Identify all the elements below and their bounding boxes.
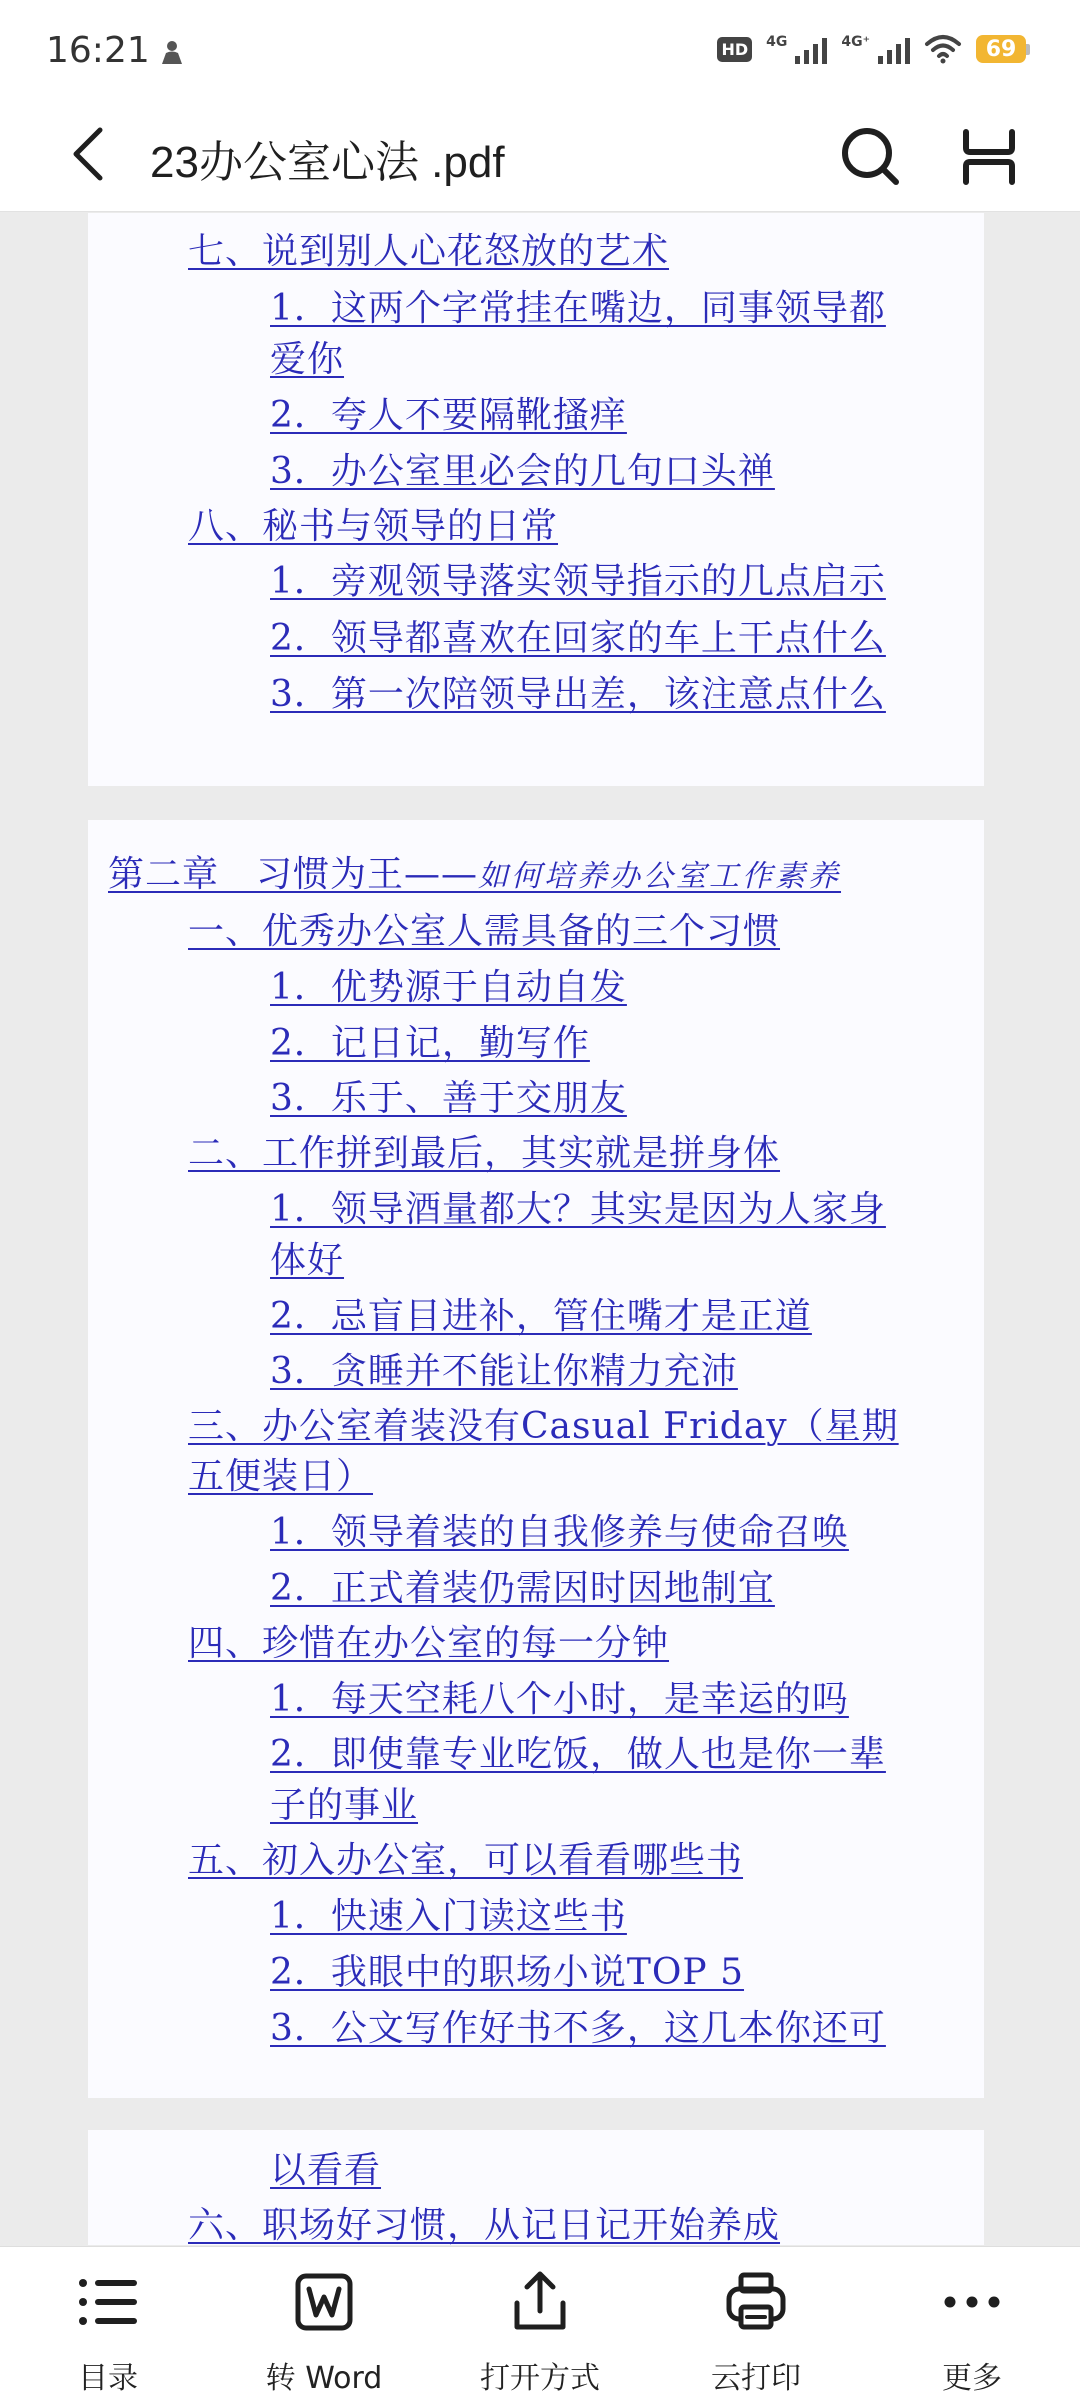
toc-entry[interactable]: 3．办公室里必会的几句口头禅 <box>270 451 775 492</box>
toc-entry[interactable]: 体好 <box>270 1240 345 1281</box>
toc-button[interactable] <box>0 2247 216 2400</box>
toc-entry[interactable]: 2．即使靠专业吃饭，做人也是你一辈 <box>270 1734 886 1775</box>
print-icon <box>721 2267 791 2337</box>
toc-entry[interactable]: 2．忌盲目进补，管住嘴才是正道 <box>270 1296 812 1337</box>
toc-entry[interactable]: 八、秘书与领导的日常 <box>188 506 559 547</box>
toc-entry[interactable]: 五、初入办公室，可以看看哪些书 <box>188 1840 744 1881</box>
toc-button-label: 目录 <box>78 2361 138 2396</box>
status-bar <box>0 0 1080 100</box>
toc-entry[interactable]: 爱你 <box>270 339 345 380</box>
toc-entry[interactable]: 1．快速入门读这些书 <box>270 1896 627 1937</box>
toc-entry[interactable]: 二、工作拼到最后，其实就是拼身体 <box>188 1133 781 1174</box>
toc-entry[interactable]: 2．记日记，勤写作 <box>270 1023 590 1064</box>
signal-icon <box>795 34 827 64</box>
toc-entry[interactable]: 1．领导酒量都大？其实是因为人家身 <box>270 1189 886 1230</box>
share-icon <box>505 2267 575 2337</box>
pdf-page <box>88 2130 984 2245</box>
back-arrow-icon[interactable] <box>62 124 122 184</box>
chapter-title: 第二章 习惯为王—— <box>108 854 479 895</box>
pdf-viewer[interactable] <box>0 213 1080 2245</box>
person-icon <box>158 38 186 66</box>
open-with-button[interactable] <box>432 2247 648 2400</box>
toc-entry[interactable]: 一、优秀办公室人需具备的三个习惯 <box>188 911 781 952</box>
pdf-page <box>88 213 984 786</box>
hd-badge: HD <box>717 37 752 62</box>
toc-entry[interactable]: 3．乐于、善于交朋友 <box>270 1078 627 1119</box>
toc-entry[interactable]: 3．贪睡并不能让你精力充沛 <box>270 1351 738 1392</box>
word-convert-icon <box>289 2267 359 2337</box>
toc-entry[interactable]: 四、珍惜在办公室的每一分钟 <box>188 1623 670 1664</box>
toc-entry[interactable]: 七、说到别人心花怒放的艺术 <box>188 231 670 272</box>
convert-word-label: 转 Word <box>265 2361 383 2396</box>
toc-entry[interactable]: 以看看 <box>270 2150 382 2191</box>
open-with-label: 打开方式 <box>480 2361 600 2396</box>
battery-level: 69 <box>976 35 1026 63</box>
more-button[interactable] <box>864 2247 1080 2400</box>
bottom-toolbar <box>0 2246 1080 2400</box>
chapter-heading[interactable] <box>108 846 841 897</box>
toc-entry[interactable]: 三、办公室着装没有Casual Friday（星期 <box>188 1406 899 1447</box>
toc-entry[interactable]: 2．夸人不要隔靴搔痒 <box>270 395 627 436</box>
list-icon <box>73 2267 143 2337</box>
pdf-page <box>88 820 984 2098</box>
toc-entry[interactable]: 1．旁观领导落实领导指示的几点启示 <box>270 561 886 602</box>
toc-entry[interactable]: 子的事业 <box>270 1785 419 1826</box>
toc-entry[interactable]: 五便装日） <box>188 1456 374 1497</box>
network-label-2: 4G⁺ <box>841 34 870 50</box>
battery-icon <box>976 35 1030 63</box>
cloud-print-label: 云打印 <box>711 2361 801 2396</box>
network-label-1: 4G <box>766 34 788 50</box>
toc-entry[interactable]: 2．正式着装仍需因时因地制宜 <box>270 1568 775 1609</box>
convert-word-button[interactable] <box>216 2247 432 2400</box>
cloud-print-button[interactable] <box>648 2247 864 2400</box>
toc-entry[interactable]: 3．第一次陪领导出差，该注意点什么 <box>270 674 886 715</box>
wifi-icon <box>924 34 962 64</box>
toc-entry[interactable]: 六、职场好习惯，从记日记开始养成 <box>188 2205 781 2245</box>
toc-entry[interactable]: 1．这两个字常挂在嘴边，同事领导都 <box>270 288 886 329</box>
document-title: 23办公室心法 .pdf <box>150 138 505 187</box>
toc-entry[interactable]: 1．优势源于自动自发 <box>270 967 627 1008</box>
chapter-subtitle: 如何培养办公室工作素养 <box>478 859 842 894</box>
fold-toggle-icon[interactable] <box>954 122 1024 192</box>
more-icon <box>937 2267 1007 2337</box>
toc-entry[interactable]: 2．我眼中的职场小说TOP 5 <box>270 1952 745 1993</box>
signal-icon-2 <box>878 34 910 64</box>
search-icon[interactable] <box>836 122 906 192</box>
toc-entry[interactable]: 2．领导都喜欢在回家的车上干点什么 <box>270 618 886 659</box>
more-label: 更多 <box>942 2361 1002 2396</box>
toc-entry[interactable]: 1．每天空耗八个小时，是幸运的吗 <box>270 1679 849 1720</box>
toc-entry[interactable]: 3．公文写作好书不多，这几本你还可 <box>270 2008 886 2049</box>
toc-entry[interactable]: 1．领导着装的自我修养与使命召唤 <box>270 1512 849 1553</box>
status-time: 16:21 <box>46 30 150 71</box>
app-bar <box>0 100 1080 212</box>
